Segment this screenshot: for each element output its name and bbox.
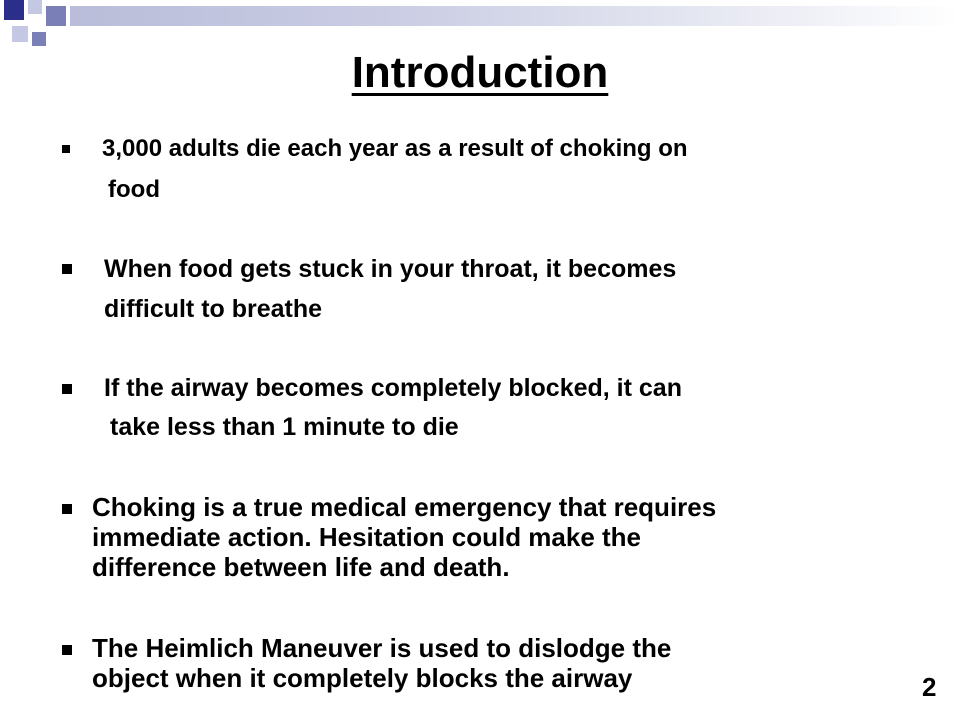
bullet-marker — [62, 264, 72, 274]
bullet-1-line-2: food — [108, 176, 160, 203]
bullet-4-line-2: immediate action. Hesitation could make the — [92, 522, 642, 552]
page-number: 2 — [922, 672, 937, 702]
bullet-4-line-1: Choking is a true medical emergency that requires — [92, 492, 717, 522]
corner-square-mid — [46, 6, 66, 26]
corner-square-dark — [4, 0, 24, 20]
corner-square-mid-2 — [32, 32, 46, 46]
bullet-5-line-2: object when it completely blocks the airway — [92, 663, 633, 693]
bullet-3-line-2: take less than 1 minute to die — [110, 413, 459, 441]
bullet-1-line-1: 3,000 adults die each year as a result of choking on — [102, 135, 688, 162]
bullet-2-line-1: When food gets stuck in your throat, it becomes — [104, 255, 677, 283]
bullet-marker — [62, 384, 72, 394]
slide-title: Introduction — [351, 48, 609, 97]
corner-square-light — [28, 0, 42, 14]
bullet-marker — [62, 504, 72, 514]
bullet-5-line-1: The Heimlich Maneuver is used to dislodge the — [92, 633, 672, 663]
header-bar — [70, 6, 960, 26]
bullet-2-line-2: difficult to breathe — [104, 295, 323, 323]
bullet-marker — [62, 645, 72, 655]
bullet-4-line-3: difference between life and death. — [92, 552, 510, 582]
bullet-marker — [62, 145, 70, 153]
corner-square-light-2 — [12, 26, 28, 42]
bullet-3-line-1: If the airway becomes completely blocked, it can — [104, 374, 682, 402]
